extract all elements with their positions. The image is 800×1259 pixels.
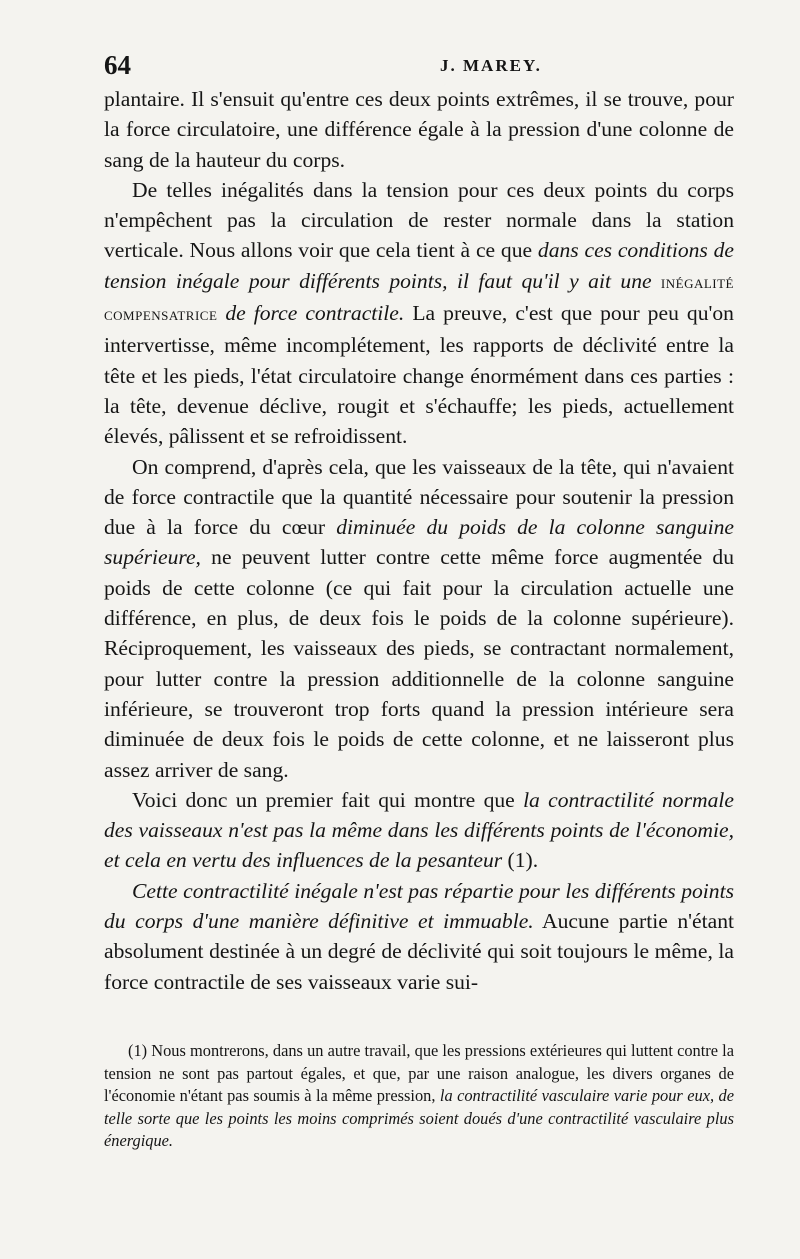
page-header — [104, 48, 736, 82]
paragraph-4-italic-b: la contractilité normale des vaisseaux n'est pas la même dans les différents points de l'économie, et cela en vertu des influences de la pesanteur — [104, 787, 734, 873]
paragraph-5-text-b: Aucune partie n'étant absolument destinée à un degré de déclivité qui soit toujours le même, la force contractile de ses vaisseaux varie sui- — [104, 909, 734, 994]
page-number: 64 — [104, 50, 131, 80]
footnote-text — [104, 1040, 734, 1153]
footnote-text-a: (1) Nous montrerons, dans un autre travail, que les pressions extérieures qui luttent contre la tension ne sont pas partout égales, et que, par une raison analogue, les divers organes de l'économie n'étant pas soumis à la même pression, — [104, 1041, 734, 1106]
footnote — [104, 1040, 734, 1153]
footnote-italic-b: la contractilité vasculaire varie pour eux, de telle sorte que les points les moins comprimés soient doués d'une contractilité vasculaire plus énergique. — [104, 1086, 734, 1151]
paragraph-2-italic-b: dans ces conditions de tension inégale pour différents points, il faut qu'il y ait une — [104, 238, 734, 293]
paragraph-3-italic-b: diminuée du poids de la colonne sanguine supérieure, — [104, 515, 734, 570]
paragraph-2-text-e: La preuve, c'est que pour peu qu'on intervertisse, même incomplétement, les rapports de déclivité entre la tête et les pieds, l'état circulatoire change énormément dans ces parties : la tête, devenue déclive, rougit et s'échauffe; les pieds, actuellement élevés, pâlissent et se refroidissent. — [104, 301, 734, 449]
paragraph-2-italic-d: de force contractile. — [225, 301, 405, 326]
running-head: J. MAREY. — [440, 56, 542, 75]
paragraph-2 — [104, 175, 734, 452]
paragraph-3-text-c: ne peuvent lutter contre cette même force augmentée du poids de cette colonne (ce qui fait pour la circulation actuelle une différence, en plus, de deux fois le poids de la colonne supérieure). Réciproquement, les vaisseaux des pieds, se contractant normalement, pour lutter contre la pression additionnelle de la colonne sanguine inférieure, se trouveront trop forts quand la pression intérieure sera diminuée de deux fois le poids de cette colonne, et ne laisseront plus assez arriver de sang. — [104, 545, 734, 782]
body-text — [104, 84, 734, 997]
paragraph-2-smallcaps-c: inégalité compensatrice — [104, 271, 735, 326]
paragraph-3 — [104, 452, 734, 785]
paragraph-4-text-a: Voici donc un premier fait qui montre que — [132, 787, 524, 812]
paragraph-4-footnote-ref: (1). — [502, 848, 539, 873]
paragraph-3-text-a: On comprend, d'après cela, que les vaisseaux de la tête, qui n'avaient de force contractile que la quantité nécessaire pour soutenir la pression due à la force du cœur — [104, 454, 734, 540]
paragraph-1: plantaire. Il s'ensuit qu'entre ces deux points extrêmes, il se trouve, pour la force circulatoire, une différence égale à la pression d'une colonne de sang de la hauteur du corps. — [104, 87, 734, 172]
paragraph-2-text-a: De telles inégalités dans la tension pour ces deux points du corps n'empêchent pas la circulation de rester normale dans la station verticale. Nous allons voir que cela tient à ce que — [104, 177, 734, 263]
paragraph-5-italic-a: Cette contractilité inégale n'est pas répartie pour les différents points du corps d'une manière définitive et immuable. — [104, 878, 734, 934]
paragraph-4 — [104, 785, 734, 876]
paragraph-5 — [104, 876, 734, 997]
